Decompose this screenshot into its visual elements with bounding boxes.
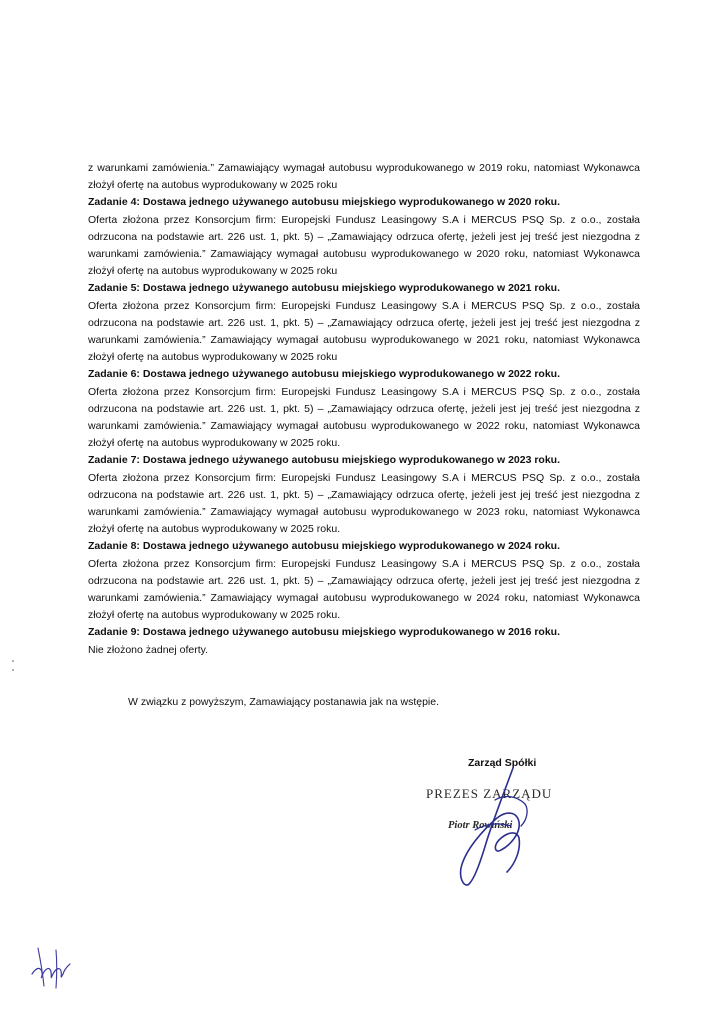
board-title: Zarząd Spółki (468, 757, 537, 769)
task-title: Zadanie 4: Dostawa jednego używanego autobusu miejskiego wyprodukowanego w 2020 roku. (88, 196, 561, 209)
stamp-title: PREZES ZARZĄDU (426, 786, 553, 801)
task-zadanie-7 (88, 452, 640, 538)
task-zadanie-6 (88, 366, 640, 452)
task-title: Zadanie 7: Dostawa jednego używanego autobusu miejskiego wyprodukowanego w 2023 roku. (88, 454, 561, 467)
task-title: Zadanie 6: Dostawa jednego używanego autobusu miejskiego wyprodukowanego w 2022 roku. (88, 368, 561, 381)
handwritten-signature (435, 760, 555, 890)
task-title: Zadanie 5: Dostawa jednego używanego autobusu miejskiego wyprodukowanego w 2021 roku. (88, 282, 561, 295)
document-body (88, 160, 640, 659)
task-body: Oferta złożona przez Konsorcjum firm: Europejski Fundusz Leasingowy S.A i MERCUS PSQ Sp. z o.o., została odrzucona na podstawie art. 226 ust. 1, pkt. 5) – „Zamawiający odrzuca ofertę, jeżeli jest jej treść jest niezgodna z warunkami zamówienia.” Zamawiający wymagał autobusu wyprodukowanego w 2022 roku, natomiast Wykonawca złożył ofertę na autobus wyprodukowany w 2025 roku. (88, 385, 640, 450)
task-body: Oferta złożona przez Konsorcjum firm: Europejski Fundusz Leasingowy S.A i MERCUS PSQ Sp. z o.o., została odrzucona na podstawie art. 226 ust. 1, pkt. 5) – „Zamawiający odrzuca ofertę, jeżeli jest jej treść jest niezgodna z warunkami zamówienia.” Zamawiający wymagał autobusu wyprodukowanego w 2024 roku, natomiast Wykonawca złożył ofertę na autobus wyprodukowany w 2025 roku. (88, 557, 640, 622)
task-body: Oferta złożona przez Konsorcjum firm: Europejski Fundusz Leasingowy S.A i MERCUS PSQ Sp. z o.o., została odrzucona na podstawie art. 226 ust. 1, pkt. 5) – „Zamawiający odrzuca ofertę, jeżeli jest jej treść jest niezgodna z warunkami zamówienia.” Zamawiający wymagał autobusu wyprodukowanego w 2020 roku, natomiast Wykonawca złożył ofertę na autobus wyprodukowany w 2025 roku (88, 213, 640, 278)
task-body: Oferta złożona przez Konsorcjum firm: Europejski Fundusz Leasingowy S.A i MERCUS PSQ Sp. z o.o., została odrzucona na podstawie art. 226 ust. 1, pkt. 5) – „Zamawiający odrzuca ofertę, jeżeli jest jej treść jest niezgodna z warunkami zamówienia.” Zamawiający wymagał autobusu wyprodukowanego w 2023 roku, natomiast Wykonawca złożył ofertę na autobus wyprodukowany w 2025 roku. (88, 471, 640, 536)
continuation-paragraph: z warunkami zamówienia.” Zamawiający wymagał autobusu wyprodukowanego w 2019 roku, natomiast Wykonawca złożył ofertę na autobus wyprodukowany w 2025 roku (88, 162, 640, 192)
task-zadanie-4 (88, 194, 640, 280)
task-title: Zadanie 8: Dostawa jednego używanego autobusu miejskiego wyprodukowanego w 2024 roku. (88, 540, 561, 553)
task-zadanie-9 (88, 624, 640, 658)
scan-mark (12, 669, 14, 671)
conclusion-text: W związku z powyższym, Zamawiający postanawia jak na wstępie. (128, 696, 440, 708)
handwritten-initials (30, 940, 72, 990)
task-zadanie-8 (88, 538, 640, 624)
task-title: Zadanie 9: Dostawa jednego używanego autobusu miejskiego wyprodukowanego w 2016 roku. (88, 626, 561, 639)
task-zadanie-5 (88, 280, 640, 366)
task-body: Nie złożono żadnej oferty. (88, 643, 209, 656)
stamp-name: Piotr Rowiński (448, 820, 513, 831)
task-body: Oferta złożona przez Konsorcjum firm: Europejski Fundusz Leasingowy S.A i MERCUS PSQ Sp. z o.o., została odrzucona na podstawie art. 226 ust. 1, pkt. 5) – „Zamawiający odrzuca ofertę, jeżeli jest jej treść jest niezgodna z warunkami zamówienia.” Zamawiający wymagał autobusu wyprodukowanego w 2021 roku, natomiast Wykonawca złożył ofertę na autobus wyprodukowany w 2025 roku (88, 299, 640, 364)
scan-mark (12, 660, 14, 662)
